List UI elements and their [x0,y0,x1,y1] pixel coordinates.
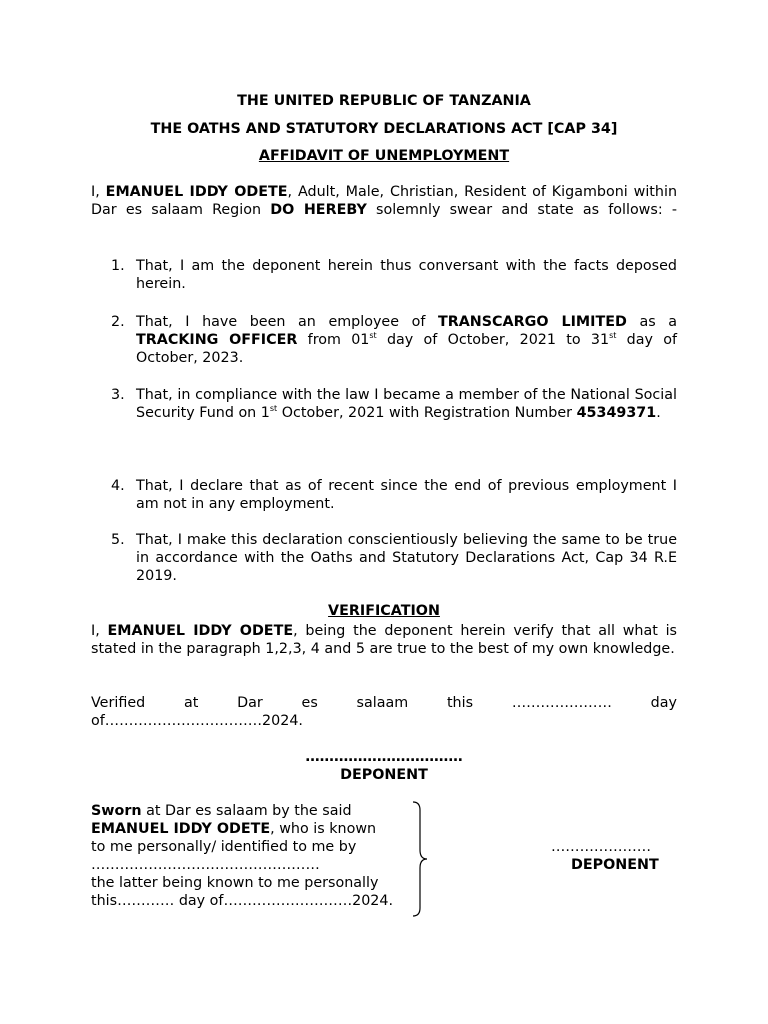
sworn-line-5: the latter being known to me personally [91,875,379,891]
verified-word: day [650,695,677,711]
sworn-line-6: this………… day of………………………2024. [91,893,394,909]
item-number: 2. [111,314,125,330]
verified-word: salaam [356,695,409,711]
item-2-text-e: day of October, 2023. [136,332,677,366]
intro-mid: , Adult, Male, Christian, Resident of Kigamboni within Dar es salaam Region [91,184,678,218]
item-3-text-a: That, in compliance with the law I became a member of the National Social Security Fund on 1 [136,387,677,421]
ordinal-suffix: st [269,404,278,413]
intro-end: solemnly swear and state as follows: - [376,202,677,218]
intro-paragraph [91,183,677,237]
item-text: That, I make this declaration conscientiously believing the same to be true in accordance with the Oaths and Statutory Declarations Act, Cap 34 R.E 2019. [136,532,677,584]
item-text: That, I am the deponent herein thus conversant with the facts deposed herein. [136,258,677,292]
company-name: TRANSCARGO LIMITED [437,314,627,330]
document-title-text: AFFIDAVIT OF UNEMPLOYMENT [258,148,510,164]
verification-heading-text: VERIFICATION [328,603,440,619]
verified-word: at [183,695,199,711]
header-act: THE OATHS AND STATUTORY DECLARATIONS ACT [CAP 34] [150,121,618,137]
verification-paragraph [91,622,677,658]
item-text [136,313,677,367]
verified-date-line: of……………………………2024. [91,713,303,729]
sworn-line-3: to me personally/ identified to me by [91,839,357,855]
item-number: 3. [111,387,125,403]
verification-text: , being the deponent herein verify that all what is stated in the paragraph 1,2,3, 4 and 5 are true to the best of my own knowledge. [91,623,677,657]
item-2-text-d: day of October, 2021 to 31 [386,332,610,348]
header-republic: THE UNITED REPUBLIC OF TANZANIA [237,93,531,109]
ordinal-suffix: st [369,331,377,340]
sworn-text: , who is known [270,821,377,837]
item-text [136,386,677,422]
document-title [0,147,768,165]
item-2-text-a: That, I have been an employee of [136,314,426,330]
verified-word: Verified [91,695,146,711]
sworn-line-2 [91,820,376,838]
verification-prefix: I, [91,623,100,639]
sworn-word: Sworn [91,803,142,819]
curly-brace-icon [410,800,430,918]
sworn-text: at Dar es salaam by the said [146,803,352,819]
item-number: 1. [111,258,125,274]
registration-number: 45349371 [576,405,657,421]
item-2-text-b: as a [639,314,678,330]
ordinal-suffix: st [609,331,617,340]
verified-line [91,694,677,712]
item-2-text-c: from 01 [307,332,370,348]
verified-word: es [301,695,318,711]
verified-word: this [446,695,474,711]
job-title: TRACKING OFFICER [136,332,298,348]
item-3-text-c: . [656,405,661,421]
item-3-text-b: October, 2021 with Registration Number [281,405,573,421]
deponent-label: DEPONENT [340,767,428,783]
verification-name: EMANUEL IDDY ODETE [107,623,294,639]
sworn-line-4: ………………………………………… [91,857,320,873]
item-text: That, I declare that as of recent since the end of previous employment I am not in any employment. [136,478,677,512]
item-number: 4. [111,478,125,494]
verified-word: Dar [237,695,263,711]
officer-signature-line: ………………… [551,839,652,855]
do-hereby: DO HEREBY [270,202,367,218]
item-number: 5. [111,532,125,548]
verification-heading [0,602,768,620]
sworn-name: EMANUEL IDDY ODETE [91,821,271,837]
officer-deponent-label: DEPONENT [571,857,659,873]
day-blank: ………………… [511,695,612,711]
intro-prefix: I, [91,184,100,200]
sworn-line-1 [91,802,352,820]
signature-line: …………………………… [305,749,463,765]
deponent-name: EMANUEL IDDY ODETE [105,184,288,200]
